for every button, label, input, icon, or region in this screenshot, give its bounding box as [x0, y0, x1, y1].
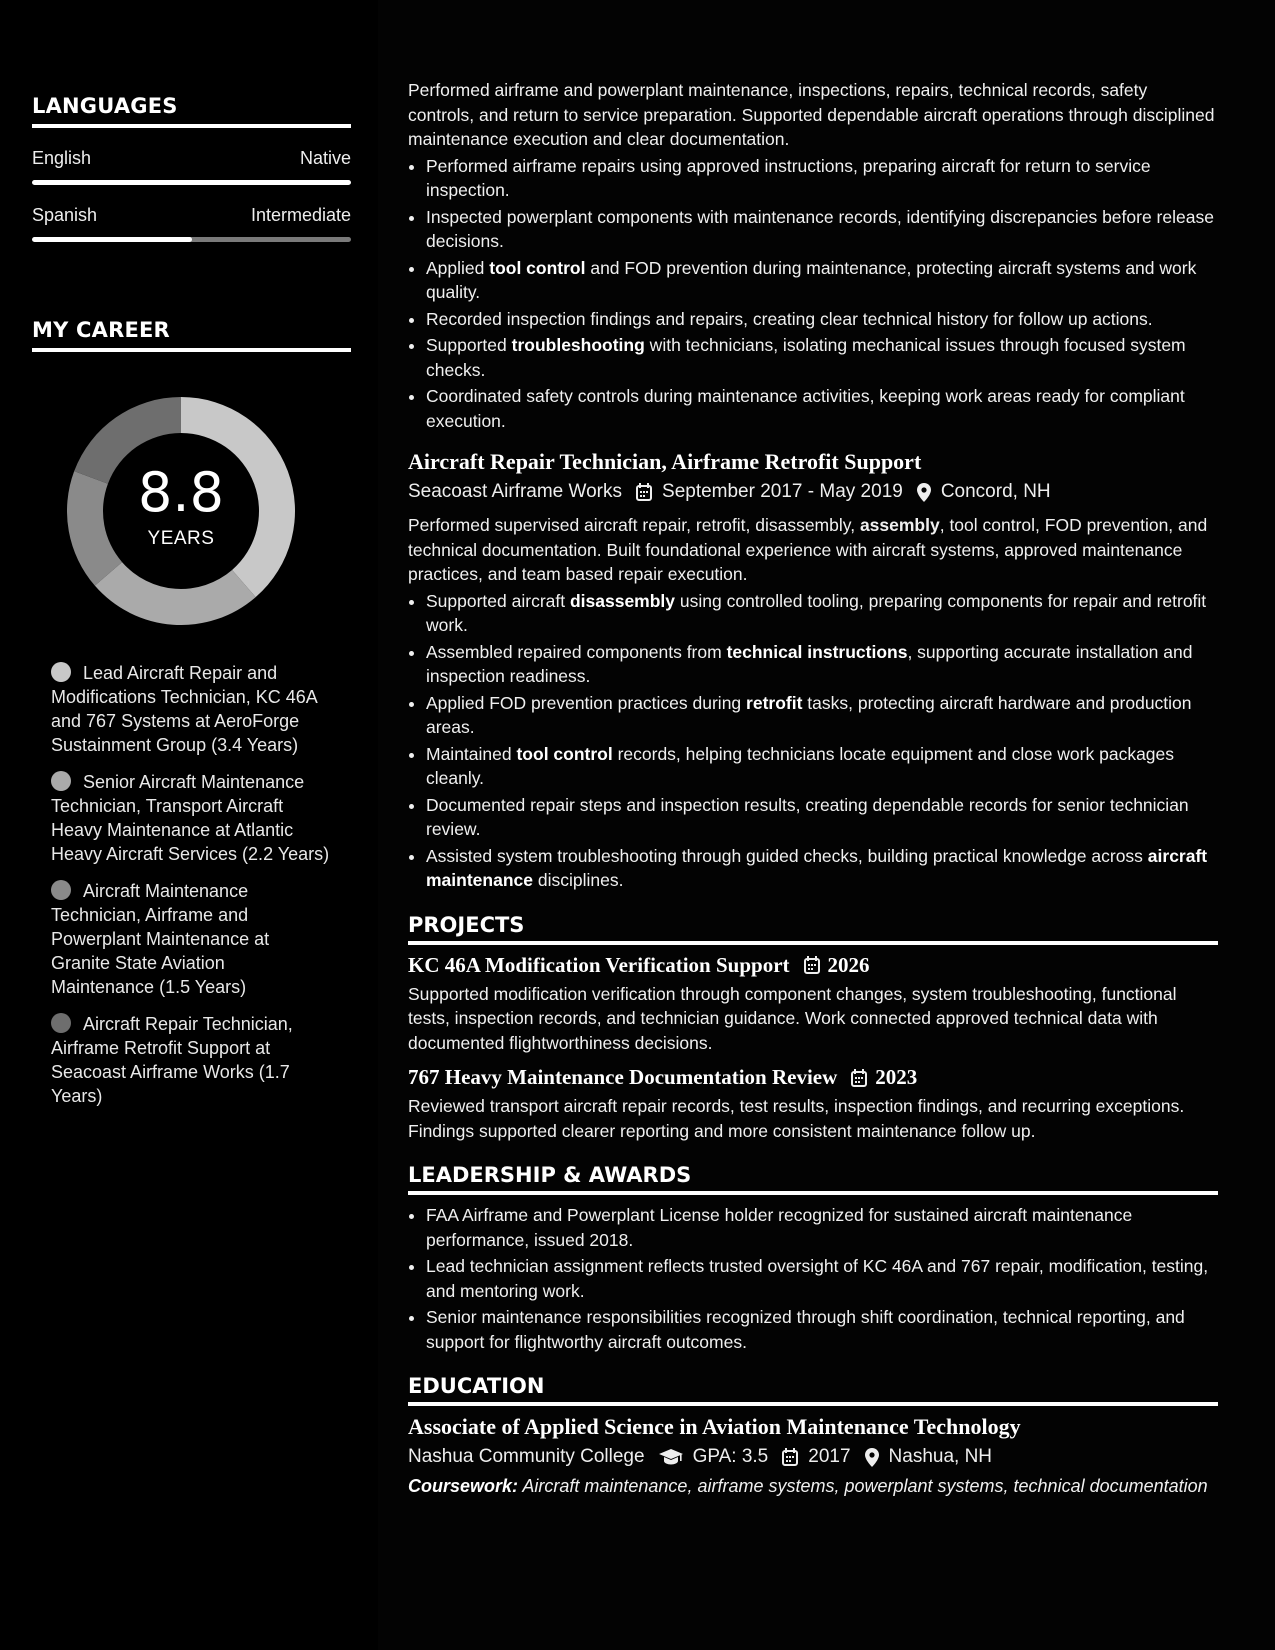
legend-dot-icon: [51, 771, 71, 791]
language-item: [32, 205, 351, 242]
degree-title: Associate of Applied Science in Aviation Maintenance Technology: [408, 1414, 1021, 1439]
bullet-item: • Coordinated safety controls during maintenance activities, keeping work areas ready for compliant execution.: [426, 384, 1218, 433]
project-title-row: [408, 1065, 1218, 1090]
career-legend-item: [51, 770, 331, 866]
coursework-text: Aircraft maintenance, airframe systems, powerplant systems, technical documentation: [518, 1476, 1208, 1496]
language-proficiency-fill: [32, 237, 192, 242]
language-proficiency-fill: [32, 180, 351, 185]
role-location: Concord, NH: [940, 481, 1051, 502]
main-content: [378, 0, 1275, 1650]
previous-role-bullets: [408, 154, 1218, 434]
language-level: Intermediate: [250, 205, 351, 225]
career-legend-text: Aircraft Maintenance Technician, Airframe and Powerplant Maintenance at Granite State Aviation Maintenance (1.5 Years): [51, 881, 270, 997]
language-item: [32, 148, 351, 185]
role-title: Aircraft Repair Technician, Airframe Retrofit Support: [408, 449, 922, 474]
career-legend-text: Senior Aircraft Maintenance Technician, Transport Aircraft Heavy Maintenance at Atlantic Heavy Aircraft Services (2.2 Years): [51, 772, 330, 864]
education-gpa: GPA: 3.5: [692, 1446, 769, 1467]
project-item: [408, 953, 1218, 1056]
project-year: 2023: [875, 1065, 918, 1089]
career-total-unit: YEARS: [147, 528, 215, 549]
legend-dot-icon: [51, 1013, 71, 1033]
bullet-item: • Maintained tool control records, helping technicians locate equipment and close work packages cleanly.: [426, 742, 1218, 791]
calendar-icon: [804, 956, 820, 974]
career-legend-item: [51, 879, 331, 999]
project-item: [408, 1065, 1218, 1143]
role-dates: September 2017 - May 2019: [662, 481, 903, 502]
career-total: [67, 397, 295, 625]
career-heading: MY CAREER: [32, 318, 351, 352]
award-item: • FAA Airframe and Powerplant License holder recognized for sustained aircraft maintenance performance, issued 2018.: [426, 1203, 1218, 1252]
coursework: [408, 1474, 1218, 1498]
legend-dot-icon: [51, 880, 71, 900]
bullet-item: • Recorded inspection findings and repairs, creating clear technical history for follow up actions.: [426, 307, 1218, 332]
legend-dot-icon: [51, 662, 71, 682]
career-legend: [51, 661, 331, 1108]
role-summary: Performed supervised aircraft repair, retrofit, disassembly, assembly, tool control, FOD prevention, and technical documentation. Built foundational experience with aircraft systems, approved maintenance practices, and team based repair execution.: [408, 515, 1208, 584]
career-legend-text: Lead Aircraft Repair and Modifications Technician, KC 46A and 767 Systems at AeroForge Sustainment Group (3.4 Years): [51, 663, 317, 755]
coursework-label: Coursework:: [408, 1476, 519, 1496]
career-legend-item: [51, 661, 331, 757]
bullet-item: • Documented repair steps and inspection results, creating dependable records for senior technician review.: [426, 793, 1218, 842]
main-inner: [408, 78, 1218, 1498]
role-company: Seacoast Airframe Works: [408, 481, 623, 502]
role-meta: [408, 481, 1218, 503]
sidebar: [0, 0, 378, 1650]
project-description: Supported modification verification through component changes, system troubleshooting, functional tests, inspection records, and technician guidance. Work connected approved technical data with documented flightworthiness decisions.: [408, 983, 1177, 1053]
education-meta: [408, 1446, 1218, 1468]
role-bullets: [408, 589, 1218, 893]
bullet-item: • Supported aircraft disassembly using controlled tooling, preparing components for repair and retrofit work.: [426, 589, 1218, 638]
project-description: Reviewed transport aircraft repair records, test results, inspection findings, and recurring exceptions. Findings supported clearer reporting and more consistent maintenance follow up.: [408, 1096, 1185, 1141]
bullet-item: • Inspected powerplant components with maintenance records, identifying discrepancies before release decisions.: [426, 205, 1218, 254]
award-item: • Lead technician assignment reflects trusted oversight of KC 46A and 767 repair, modification, testing, and mentoring work.: [426, 1254, 1218, 1303]
career-legend-item: [51, 1012, 331, 1108]
language-name: English: [32, 148, 92, 168]
language-level: Native: [299, 148, 351, 168]
graduation-cap-icon: [659, 1448, 683, 1466]
career-legend-text: Aircraft Repair Technician, Airframe Retrofit Support at Seacoast Airframe Works (1.7 Years): [51, 1014, 293, 1106]
calendar-icon: [782, 1448, 798, 1466]
bullet-item: • Supported troubleshooting with technicians, isolating mechanical issues through focused system checks.: [426, 333, 1218, 382]
location-pin-icon: [917, 483, 931, 502]
awards-heading: LEADERSHIP & AWARDS: [408, 1163, 1218, 1195]
projects-heading: PROJECTS: [408, 913, 1218, 945]
education-year: 2017: [808, 1446, 851, 1467]
career-total-value: 8.8: [138, 461, 224, 524]
project-title: KC 46A Modification Verification Support: [408, 952, 790, 977]
project-title: 767 Heavy Maintenance Documentation Review: [408, 1065, 838, 1089]
language-proficiency-bar: [32, 237, 351, 242]
award-item: • Senior maintenance responsibilities recognized through shift coordination, technical reporting, and support for flightworthy aircraft outcomes.: [426, 1305, 1218, 1354]
bullet-item: • Assisted system troubleshooting through guided checks, building practical knowledge across aircraft maintenance disciplines.: [426, 844, 1218, 893]
education-heading: EDUCATION: [408, 1374, 1218, 1406]
bullet-item: • Applied tool control and FOD prevention during maintenance, protecting aircraft systems and work quality.: [426, 256, 1218, 305]
bullet-item: • Performed airframe repairs using approved instructions, preparing aircraft for return to service inspection.: [426, 154, 1218, 203]
languages-heading: LANGUAGES: [32, 94, 351, 128]
education-location: Nashua, NH: [888, 1446, 993, 1467]
language-name: Spanish: [32, 205, 98, 225]
bullet-item: • Assembled repaired components from technical instructions, supporting accurate installation and inspection readiness.: [426, 640, 1218, 689]
language-proficiency-bar: [32, 180, 351, 185]
previous-role-summary: Performed airframe and powerplant maintenance, inspections, repairs, technical records, safety controls, and return to service preparation. Supported dependable aircraft operations through disciplined maintenance execution and clear documentation.: [408, 80, 1215, 149]
project-year: 2026: [827, 952, 870, 977]
school-name: Nashua Community College: [408, 1446, 645, 1467]
sidebar-content: [32, 94, 351, 1121]
location-pin-icon: [865, 1448, 879, 1467]
career-donut-chart: [67, 397, 295, 625]
calendar-icon: [636, 483, 652, 501]
calendar-icon: [851, 1069, 867, 1087]
awards-list: [408, 1203, 1218, 1354]
bullet-item: • Applied FOD prevention practices during retrofit tasks, protecting aircraft hardware and production areas.: [426, 691, 1218, 740]
project-title-row: [408, 953, 1218, 978]
